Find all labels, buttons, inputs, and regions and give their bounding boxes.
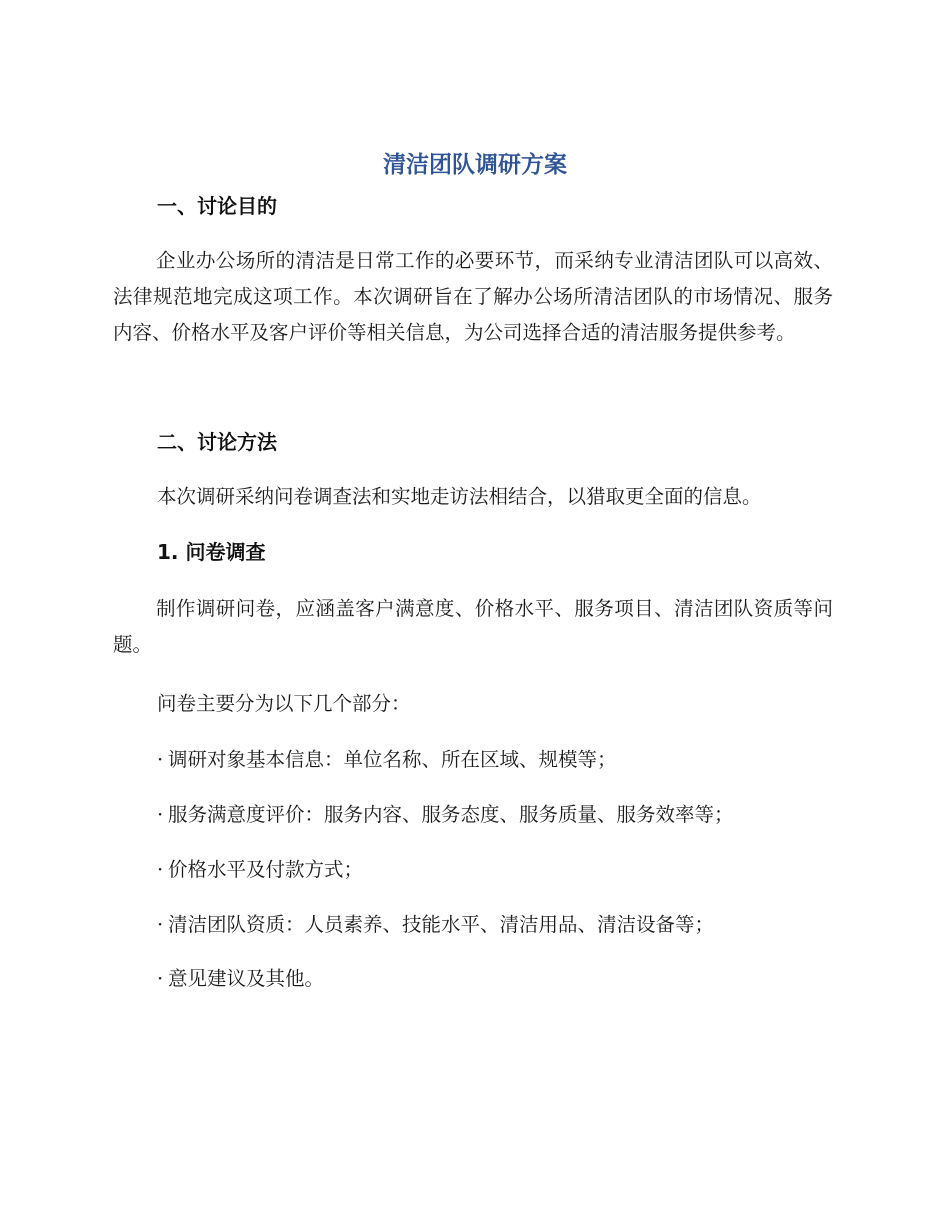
list-item-text: 服务满意度评价：服务内容、服务态度、服务质量、服务效率等； (168, 803, 734, 826)
list-item-text: 价格水平及付款方式； (168, 858, 364, 881)
method-paragraph: 本次调研采纳问卷调查法和实地走访法相结合，以猎取更全面的信息。 (157, 485, 762, 508)
bullet-marker: · (157, 967, 164, 990)
list-item-text: 清洁团队资质：人员素养、技能水平、清洁用品、清洁设备等； (168, 913, 715, 936)
bullet-marker: · (157, 913, 164, 936)
list-item-text: 意见建议及其他。 (168, 967, 325, 990)
list-item (157, 963, 324, 995)
bullet-marker: · (157, 803, 164, 826)
list-item (157, 799, 734, 831)
section-heading-purpose: 一、讨论目的 (157, 194, 277, 218)
questionnaire-paragraph: 制作调研问卷，应涵盖客户满意度、价格水平、服务项目、清洁团队资质等问题。 (113, 597, 833, 656)
section-heading-method: 二、讨论方法 (157, 430, 277, 454)
questionnaire-intro: 问卷主要分为以下几个部分： (157, 692, 411, 715)
bullet-marker: · (157, 858, 164, 881)
list-item (157, 854, 363, 886)
list-item (157, 744, 617, 776)
bullet-marker: · (157, 748, 164, 771)
subsection-heading-questionnaire: 1. 问卷调查 (157, 540, 266, 564)
list-item-text: 调研对象基本信息：单位名称、所在区域、规模等； (168, 748, 617, 771)
purpose-paragraph: 企业办公场所的清洁是日常工作的必要环节，而采纳专业清洁团队可以高效、法律规范地完成这项工作。本次调研旨在了解办公场所清洁团队的市场情况、服务内容、价格水平及客户评价等相关信息，为公司选择合适的清洁服务提供参考。 (113, 249, 833, 344)
document-title: 清洁团队调研方案 (383, 152, 567, 178)
list-item (157, 909, 714, 941)
